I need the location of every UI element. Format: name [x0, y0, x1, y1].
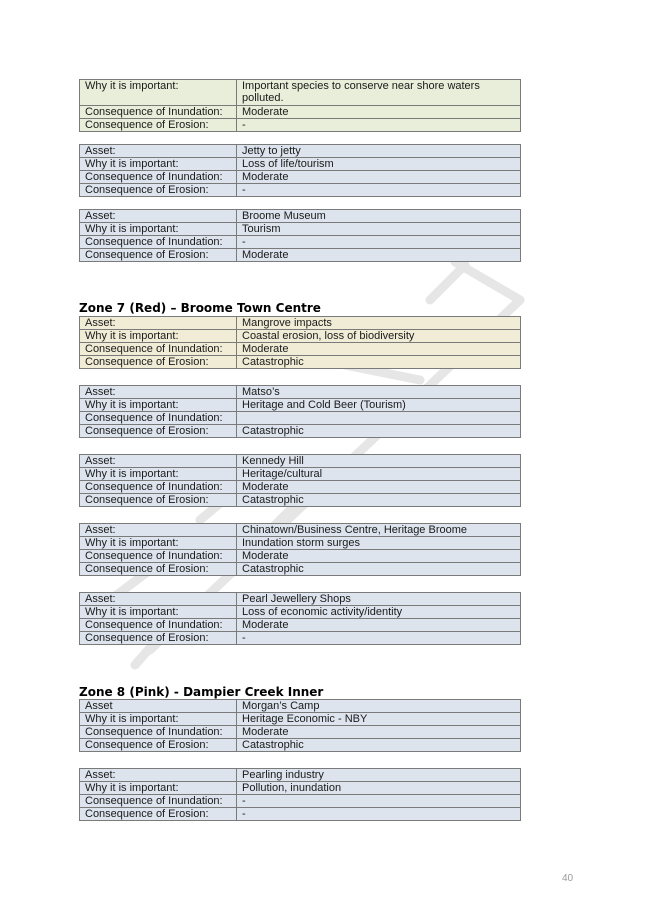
- row-value: Catastrophic: [237, 563, 521, 576]
- asset-table: [79, 209, 521, 262]
- table-row: [80, 171, 521, 184]
- row-label: Why it is important:: [80, 468, 237, 481]
- asset-table: [79, 699, 521, 752]
- page-number: 40: [562, 873, 574, 884]
- row-label: Why it is important:: [80, 80, 237, 106]
- row-value: Loss of economic activity/identity: [237, 606, 521, 619]
- table-row: [80, 425, 521, 438]
- table-row: [80, 593, 521, 606]
- row-label: Consequence of Erosion:: [80, 808, 237, 821]
- row-label: Consequence of Erosion:: [80, 632, 237, 645]
- row-label: Consequence of Inundation:: [80, 726, 237, 739]
- table-row: [80, 713, 521, 726]
- table-row: [80, 739, 521, 752]
- table-row: [80, 537, 521, 550]
- table-row: [80, 808, 521, 821]
- table-row: [80, 399, 521, 412]
- table-row: [80, 619, 521, 632]
- row-label: Consequence of Inundation:: [80, 236, 237, 249]
- row-value: Heritage Economic - NBY: [237, 713, 521, 726]
- table-row: [80, 184, 521, 197]
- table-row: [80, 606, 521, 619]
- row-label: Why it is important:: [80, 158, 237, 171]
- asset-table: [79, 592, 521, 645]
- row-label: Consequence of Inundation:: [80, 795, 237, 808]
- row-label: Consequence of Erosion:: [80, 184, 237, 197]
- asset-table: [79, 79, 521, 132]
- table-row: [80, 317, 521, 330]
- row-label: Asset:: [80, 210, 237, 223]
- row-value: Catastrophic: [237, 739, 521, 752]
- table-row: [80, 494, 521, 507]
- table-row: [80, 210, 521, 223]
- table-row: [80, 343, 521, 356]
- row-value: Jetty to jetty: [237, 145, 521, 158]
- row-label: Consequence of Erosion:: [80, 425, 237, 438]
- row-value: Moderate: [237, 249, 521, 262]
- row-value: Pearl Jewellery Shops: [237, 593, 521, 606]
- row-label: Why it is important:: [80, 606, 237, 619]
- row-value: Mangrove impacts: [237, 317, 521, 330]
- row-value: Pollution, inundation: [237, 782, 521, 795]
- row-value: Heritage/cultural: [237, 468, 521, 481]
- row-value: Tourism: [237, 223, 521, 236]
- table-row: [80, 550, 521, 563]
- row-label: Why it is important:: [80, 537, 237, 550]
- table-row: [80, 236, 521, 249]
- table-row: [80, 700, 521, 713]
- row-label: Consequence of Inundation:: [80, 412, 237, 425]
- row-value: -: [237, 632, 521, 645]
- table-row: [80, 769, 521, 782]
- row-value: Moderate: [237, 619, 521, 632]
- row-value: Catastrophic: [237, 425, 521, 438]
- table-row: [80, 524, 521, 537]
- row-label: Consequence of Erosion:: [80, 739, 237, 752]
- row-label: Why it is important:: [80, 223, 237, 236]
- row-value: -: [237, 795, 521, 808]
- row-value: [237, 412, 521, 425]
- row-value: Important species to conserve near shore waters polluted.: [237, 80, 521, 106]
- table-row: [80, 223, 521, 236]
- table-row: [80, 158, 521, 171]
- row-label: Why it is important:: [80, 330, 237, 343]
- row-value: -: [237, 119, 521, 132]
- row-value: Inundation storm surges: [237, 537, 521, 550]
- table-row: [80, 356, 521, 369]
- table-row: [80, 563, 521, 576]
- table-row: [80, 782, 521, 795]
- table-row: [80, 106, 521, 119]
- row-label: Consequence of Erosion:: [80, 563, 237, 576]
- row-label: Asset:: [80, 455, 237, 468]
- row-value: Coastal erosion, loss of biodiversity: [237, 330, 521, 343]
- table-row: [80, 330, 521, 343]
- asset-table: [79, 454, 521, 507]
- row-label: Asset:: [80, 593, 237, 606]
- row-label: Asset:: [80, 145, 237, 158]
- asset-table: [79, 523, 521, 576]
- table-row: [80, 249, 521, 262]
- row-label: Why it is important:: [80, 713, 237, 726]
- row-value: Moderate: [237, 726, 521, 739]
- row-label: Asset: [80, 700, 237, 713]
- table-row: [80, 468, 521, 481]
- row-value: Moderate: [237, 171, 521, 184]
- row-label: Asset:: [80, 317, 237, 330]
- row-label: Asset:: [80, 524, 237, 537]
- zone-8-heading: Zone 8 (Pink) - Dampier Creek Inner: [79, 685, 324, 699]
- row-value: Broome Museum: [237, 210, 521, 223]
- row-value: Pearling industry: [237, 769, 521, 782]
- row-label: Asset:: [80, 386, 237, 399]
- table-row: [80, 80, 521, 106]
- asset-table: [79, 316, 521, 369]
- row-label: Why it is important:: [80, 399, 237, 412]
- row-label: Consequence of Inundation:: [80, 171, 237, 184]
- row-label: Consequence of Inundation:: [80, 481, 237, 494]
- row-label: Consequence of Erosion:: [80, 494, 237, 507]
- table-row: [80, 481, 521, 494]
- row-value: Loss of life/tourism: [237, 158, 521, 171]
- row-value: Heritage and Cold Beer (Tourism): [237, 399, 521, 412]
- row-value: Matso’s: [237, 386, 521, 399]
- row-value: Moderate: [237, 550, 521, 563]
- row-label: Why it is important:: [80, 782, 237, 795]
- table-row: [80, 386, 521, 399]
- row-value: -: [237, 808, 521, 821]
- table-row: [80, 119, 521, 132]
- row-value: Moderate: [237, 106, 521, 119]
- row-label: Consequence of Erosion:: [80, 249, 237, 262]
- row-label: Consequence of Inundation:: [80, 619, 237, 632]
- row-label: Asset:: [80, 769, 237, 782]
- row-value: Kennedy Hill: [237, 455, 521, 468]
- row-label: Consequence of Erosion:: [80, 119, 237, 132]
- row-label: Consequence of Inundation:: [80, 550, 237, 563]
- table-row: [80, 795, 521, 808]
- row-value: Catastrophic: [237, 356, 521, 369]
- table-row: [80, 726, 521, 739]
- row-value: -: [237, 236, 521, 249]
- asset-table: [79, 144, 521, 197]
- table-row: [80, 632, 521, 645]
- asset-table: [79, 768, 521, 821]
- row-value: Moderate: [237, 343, 521, 356]
- table-row: [80, 145, 521, 158]
- row-value: Chinatown/Business Centre, Heritage Broome: [237, 524, 521, 537]
- row-label: Consequence of Inundation:: [80, 343, 237, 356]
- table-row: [80, 455, 521, 468]
- row-label: Consequence of Inundation:: [80, 106, 237, 119]
- row-value: -: [237, 184, 521, 197]
- asset-table: [79, 385, 521, 438]
- row-value: Moderate: [237, 481, 521, 494]
- row-value: Morgan’s Camp: [237, 700, 521, 713]
- table-row: [80, 412, 521, 425]
- zone-7-heading: Zone 7 (Red) – Broome Town Centre: [79, 301, 321, 315]
- row-label: Consequence of Erosion:: [80, 356, 237, 369]
- row-value: Catastrophic: [237, 494, 521, 507]
